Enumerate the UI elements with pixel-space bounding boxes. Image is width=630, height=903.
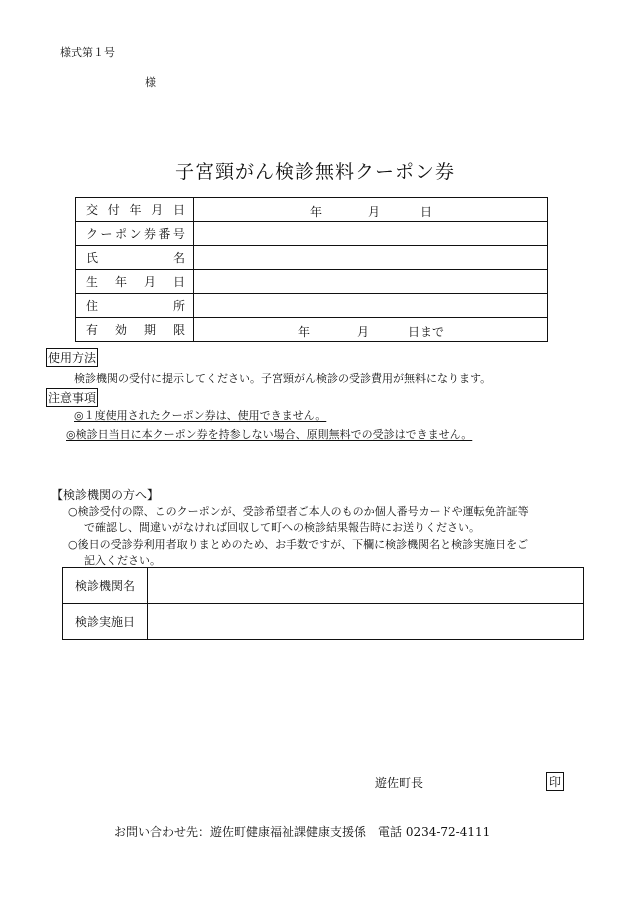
institution-instruction-1: ○検診受付の際、このクーポンが、受診希望者ご本人のものか個人番号カードや運転免許証等 <box>68 505 529 518</box>
institution-instruction-1-cont: で確認し、間違いがなければ回収して町への検診結果報告時にお送りください。 <box>84 521 480 534</box>
address-value <box>194 294 548 318</box>
expiry-row <box>76 318 548 342</box>
name-row <box>76 246 548 270</box>
name-value <box>194 246 548 270</box>
issue-date-value <box>194 198 548 222</box>
coupon-number-value <box>194 222 548 246</box>
contact-info: お問い合わせ先：遊佐町健康福祉課健康支援係 電話 0234-72-4111 <box>114 825 491 839</box>
address-row <box>76 294 548 318</box>
note-item: ◎検診日当日に本クーポン券を持参しない場合、原則無料での受診はできません。 <box>66 428 473 441</box>
mayor-title: 遊佐町長 <box>375 776 424 790</box>
usage-text: 検診機関の受付に提示してください。子宮頸がん検診の受診費用が無料になります。 <box>74 372 492 385</box>
issue-year-mark: 年 <box>310 205 323 219</box>
coupon-number-label: ク ー ポ ン 券 番 号 <box>76 222 194 246</box>
institution-name-row <box>63 568 584 604</box>
institution-table <box>62 567 584 640</box>
institution-name-label: 検診機関名 <box>63 568 148 604</box>
birthdate-label: 生 年 月 日 <box>76 270 194 294</box>
exam-date-field[interactable] <box>148 604 584 640</box>
notes-heading: 注意事項 <box>46 388 98 407</box>
expiry-month-mark: 月 <box>357 325 370 339</box>
issue-date-row <box>76 198 548 222</box>
institution-heading: 【検診機関の方へ】 <box>51 488 160 502</box>
form-number: 様式第１号 <box>60 46 115 59</box>
address-label: 住 所 <box>76 294 194 318</box>
note-item: ◎１度使用されたクーポン券は、使用できません。 <box>74 409 327 422</box>
addressee-suffix: 様 <box>145 76 156 89</box>
usage-heading: 使用方法 <box>46 348 98 367</box>
expiry-day-until-mark: 日まで <box>408 325 445 339</box>
document-title: 子宮頸がん検診無料クーポン券 <box>174 161 455 183</box>
birthdate-value <box>194 270 548 294</box>
expiry-label: 有 効 期 限 <box>76 318 194 342</box>
exam-date-row <box>63 604 584 640</box>
institution-name-field[interactable] <box>148 568 584 604</box>
issue-day-mark: 日 <box>420 205 433 219</box>
name-label: 氏 名 <box>76 246 194 270</box>
expiry-year-mark: 年 <box>298 325 311 339</box>
issue-date-label: 交 付 年 月 日 <box>76 198 194 222</box>
coupon-table <box>75 197 548 342</box>
institution-instruction-2-cont: 記入ください。 <box>84 554 161 567</box>
institution-instruction-2: ○後日の受診券利用者取りまとめのため、お手数ですが、下欄に検診機関名と検診実施日をご <box>68 538 529 551</box>
seal-mark: 印 <box>546 772 564 791</box>
exam-date-label: 検診実施日 <box>63 604 148 640</box>
expiry-value <box>194 318 548 342</box>
birthdate-row <box>76 270 548 294</box>
coupon-number-row <box>76 222 548 246</box>
issue-month-mark: 月 <box>368 205 381 219</box>
